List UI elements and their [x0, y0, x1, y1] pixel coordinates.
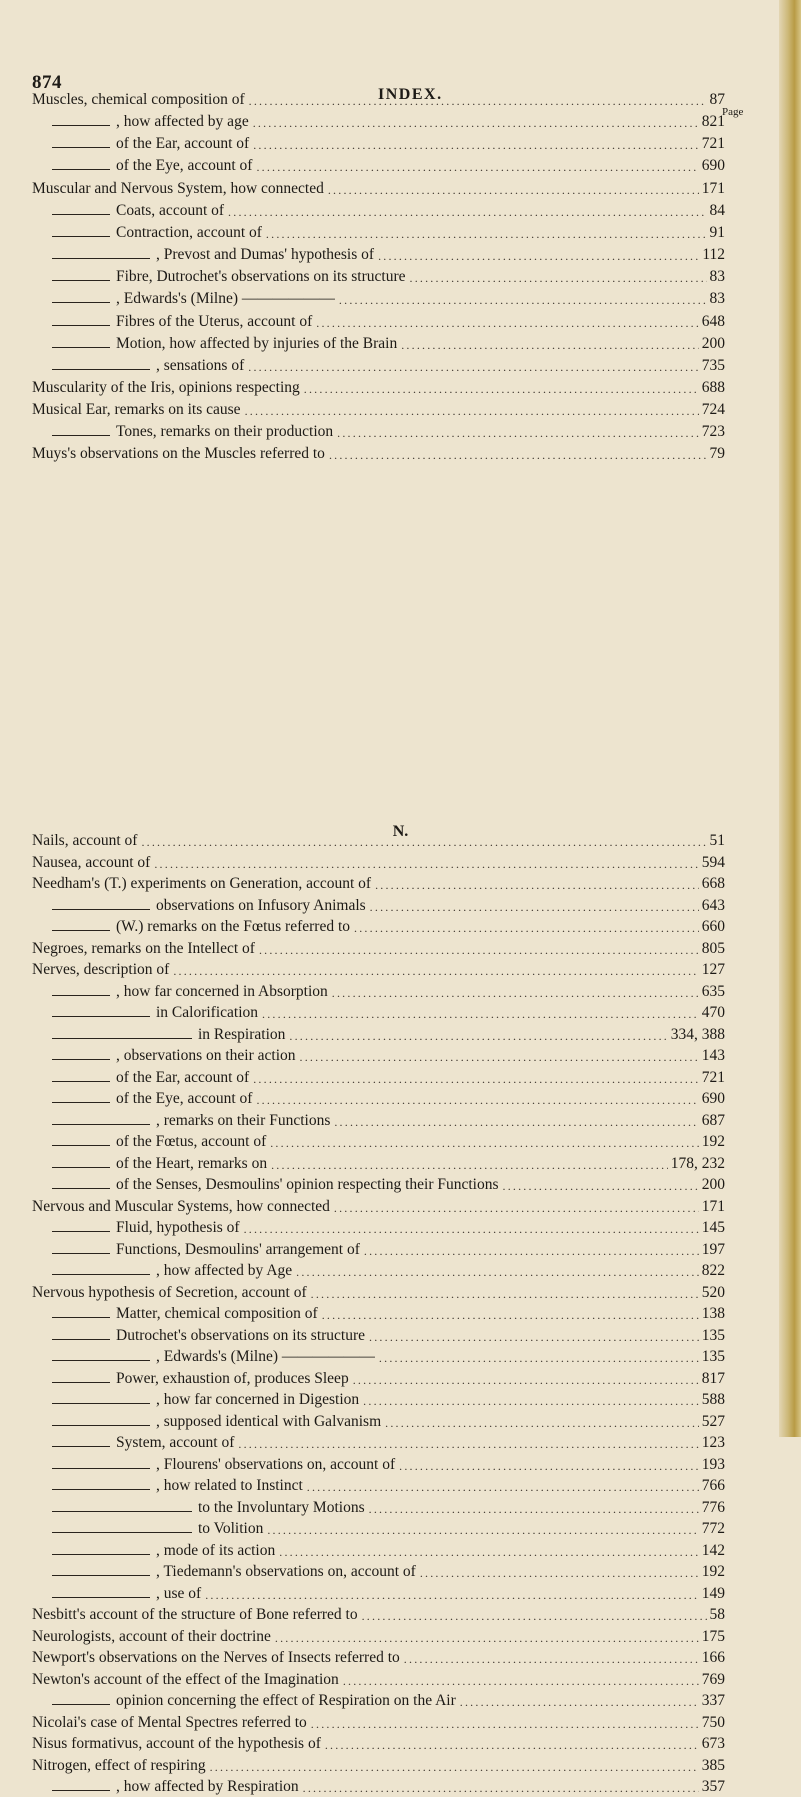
ditto-rule [52, 280, 110, 281]
leader-dots [262, 1005, 699, 1023]
entry-text: Matter, chemical composition of [116, 1305, 318, 1322]
ditto-rule [52, 1059, 110, 1060]
leader-dots [379, 1349, 699, 1367]
leader-dots [303, 1779, 699, 1797]
entry-page-number: 527 [701, 1412, 725, 1430]
entry-page-number: 721 [701, 1068, 725, 1086]
ditto-rule [52, 1511, 192, 1512]
index-entry [52, 223, 725, 243]
entry-page-number: 648 [701, 312, 725, 330]
entry-page-number: 673 [701, 1735, 725, 1752]
leader-dots [266, 225, 707, 243]
section-letter-n: N. [392, 823, 409, 840]
index-entry [32, 444, 725, 464]
index-entry [52, 1175, 725, 1195]
entry-page-number: 822 [701, 1262, 725, 1279]
entry-text: Contraction, account of [116, 223, 262, 241]
entry-text: to Volition [198, 1520, 264, 1537]
ditto-rule [52, 147, 110, 148]
entry-text: Newton's account of the effect of the Imagination [32, 1670, 339, 1688]
index-entry [52, 134, 725, 154]
page-number: 874 [32, 72, 62, 93]
ditto-rule [52, 1532, 192, 1533]
entry-text: Needham's (T.) experiments on Generation, account of [32, 875, 372, 892]
entry-page-number: 192 [701, 1563, 725, 1580]
entry-text: System, account of [116, 1434, 235, 1451]
index-entry [52, 1584, 725, 1604]
index-entry [32, 1605, 725, 1625]
leader-dots [420, 1564, 699, 1582]
entry-page-number: 337 [701, 1692, 725, 1709]
leader-dots [154, 855, 698, 873]
index-entry [32, 874, 725, 894]
index-entry [52, 422, 725, 442]
index-entry [52, 1089, 725, 1109]
index-entry [52, 1218, 725, 1238]
ditto-rule [52, 1274, 150, 1275]
leader-dots [238, 1435, 698, 1453]
entry-page-number: 723 [701, 423, 725, 441]
entry-text: , how affected by age [116, 113, 249, 131]
index-entry [32, 939, 725, 959]
entry-text: Dutrochet's observations on its structure [116, 1326, 366, 1344]
entry-page-number: 91 [709, 223, 725, 241]
leader-dots [364, 1242, 699, 1260]
entry-text: , Edwards's (Milne) —————— [156, 1348, 375, 1365]
index-entry [32, 400, 725, 420]
leader-dots [460, 1693, 699, 1711]
leader-dots [296, 1263, 699, 1281]
entry-text: Tones, remarks on their production [116, 423, 334, 441]
ditto-rule [52, 214, 110, 215]
leader-dots [253, 114, 699, 132]
running-head: INDEX. [378, 86, 443, 103]
ditto-rule [52, 1425, 150, 1426]
leader-dots [275, 1629, 699, 1647]
index-entry [52, 982, 725, 1002]
entry-page-number: 123 [701, 1434, 725, 1451]
leader-dots [311, 1715, 699, 1733]
leader-dots [401, 336, 699, 354]
index-entry [52, 156, 725, 176]
entry-page-number: 171 [701, 179, 725, 197]
ditto-rule [52, 1468, 150, 1469]
entry-text: Neurologists, account of their doctrine [32, 1627, 271, 1645]
entry-text: Muys's observations on the Muscles referred to [32, 445, 325, 463]
entry-page-number: 594 [701, 853, 725, 871]
entry-page-number: 127 [701, 961, 725, 978]
index-entry [52, 1154, 725, 1174]
entry-text: , observations on their action [116, 1047, 296, 1064]
leader-dots [256, 1091, 698, 1109]
index-entry [52, 1326, 725, 1346]
leader-dots [173, 962, 698, 980]
entry-page-number: 588 [701, 1391, 725, 1408]
ditto-rule [52, 169, 110, 170]
entry-text: Fibre, Dutrochet's observations on its structure [116, 268, 406, 286]
entry-text: observations on Infusory Animals [156, 896, 366, 914]
entry-page-number: 145 [701, 1219, 725, 1236]
entry-text: Coats, account of [116, 201, 225, 219]
entry-text: in Calorification [156, 1004, 259, 1021]
entry-page-number: 817 [701, 1369, 725, 1387]
entry-page-number: 635 [701, 982, 725, 1000]
index-entry [32, 853, 725, 873]
entry-text: of the Heart, remarks on [116, 1154, 268, 1172]
index-entry [52, 267, 725, 287]
entry-text: , Prevost and Dumas' hypothesis of [156, 246, 375, 264]
entry-page-number: 690 [701, 1090, 725, 1107]
index-entry [52, 112, 725, 132]
leader-dots [378, 247, 699, 265]
index-entry [32, 1713, 725, 1733]
entry-page-number: 724 [701, 401, 725, 419]
entry-page-number: 112 [702, 246, 725, 264]
entry-text: of the Eye, account of [116, 1090, 253, 1107]
index-entry [52, 1046, 725, 1066]
entry-page-number: 520 [701, 1283, 725, 1301]
ditto-rule [52, 909, 150, 910]
entry-page-number: 805 [701, 939, 725, 957]
index-entry [52, 1068, 725, 1088]
index-entry [32, 1648, 725, 1668]
entry-text: , supposed identical with Galvanism [156, 1412, 382, 1430]
leader-dots [245, 402, 699, 420]
index-entry [32, 1627, 725, 1647]
leader-dots [228, 203, 706, 221]
index-entry [52, 1261, 725, 1281]
entry-page-number: 143 [701, 1047, 725, 1064]
entry-page-number: 175 [701, 1627, 725, 1645]
entry-page-number: 668 [701, 875, 725, 892]
index-entry [52, 1476, 725, 1496]
ditto-rule [52, 1360, 150, 1361]
index-entry [52, 1369, 725, 1389]
leader-dots [385, 1414, 699, 1432]
leader-dots [339, 291, 707, 309]
index-entry [32, 179, 725, 199]
entry-text: Nervous and Muscular Systems, how connected [32, 1197, 330, 1215]
entry-page-number: 821 [701, 113, 725, 131]
entry-page-number: 149 [701, 1584, 725, 1602]
ditto-rule [52, 1016, 150, 1017]
leader-dots [253, 136, 699, 154]
leader-dots [362, 1607, 707, 1625]
entry-text: to the Involuntary Motions [198, 1498, 365, 1516]
entry-page-number: 138 [701, 1305, 725, 1322]
leader-dots [354, 919, 699, 937]
ditto-rule [52, 1253, 110, 1254]
index-entry [52, 201, 725, 221]
index-entry [52, 312, 725, 332]
index-entry [52, 1132, 725, 1152]
ditto-rule [52, 347, 110, 348]
entry-page-number: 84 [709, 201, 725, 219]
entry-text: , Tiedemann's observations on, account of [156, 1563, 416, 1580]
entry-text: Nervous hypothesis of Secretion, account of [32, 1283, 307, 1301]
ditto-rule [52, 1081, 110, 1082]
leader-dots [259, 941, 699, 959]
entry-text: Nerves, description of [32, 961, 170, 978]
index-entry [52, 1025, 725, 1045]
entry-text: Musical Ear, remarks on its cause [32, 401, 241, 419]
entry-text: Muscles, chemical composition of [32, 91, 245, 108]
entry-page-number: 470 [701, 1004, 725, 1021]
entry-page-number: 776 [701, 1498, 725, 1516]
ditto-rule [52, 1554, 150, 1555]
entry-page-number: 690 [701, 157, 725, 175]
leader-dots [279, 1543, 699, 1561]
entry-text: Functions, Desmoulins' arrangement of [116, 1240, 360, 1258]
index-entry [52, 1433, 725, 1453]
entry-text: (W.) remarks on the Fœtus referred to [116, 918, 351, 935]
ditto-rule [52, 1339, 110, 1340]
leader-dots [253, 1070, 699, 1088]
leader-dots [410, 269, 707, 287]
leader-dots [375, 876, 699, 894]
leader-dots [404, 1650, 699, 1668]
index-entry [52, 1691, 725, 1711]
entry-text: , use of [156, 1584, 202, 1602]
leader-dots [256, 158, 698, 176]
entry-text: of the Fœtus, account of [116, 1133, 267, 1150]
index-entry [32, 1197, 725, 1217]
ditto-rule [52, 325, 110, 326]
ditto-rule [52, 930, 110, 931]
index-entry [52, 1111, 725, 1131]
entry-page-number: 58 [709, 1606, 725, 1623]
entry-page-number: 735 [701, 356, 725, 374]
index-entry [52, 896, 725, 916]
index-entry [52, 1541, 725, 1561]
entry-text: Nausea, account of [32, 853, 151, 871]
index-entry [32, 1283, 725, 1303]
entry-page-number: 687 [701, 1111, 725, 1129]
entry-text: , Edwards's (Milne) —————— [116, 290, 335, 308]
leader-dots [334, 1113, 698, 1131]
index-entry [52, 1240, 725, 1260]
entry-page-number: 135 [701, 1348, 725, 1365]
ditto-rule [52, 1317, 110, 1318]
entry-page-number: 688 [701, 378, 725, 396]
entry-page-number: 772 [701, 1520, 725, 1537]
leader-dots [353, 1371, 699, 1389]
index-entry [52, 1519, 725, 1539]
leader-dots [316, 314, 698, 332]
entry-page-number: 357 [701, 1778, 725, 1795]
index-entry [52, 1390, 725, 1410]
index-entry [32, 831, 725, 851]
index-entry [52, 334, 725, 354]
entry-text: in Respiration [198, 1025, 286, 1043]
ditto-rule [52, 1446, 110, 1447]
entry-text: Fluid, hypothesis of [116, 1219, 240, 1236]
entry-page-number: 385 [701, 1756, 725, 1774]
leader-dots [369, 1328, 699, 1346]
entry-text: Nesbitt's account of the structure of Bone referred to [32, 1606, 358, 1623]
leader-dots [369, 1500, 699, 1518]
index-entry [32, 90, 725, 110]
index-entry [32, 1670, 725, 1690]
index-entry [52, 917, 725, 937]
entry-page-number: 192 [701, 1133, 725, 1150]
leader-dots [322, 1306, 699, 1324]
entry-page-number: 200 [701, 1176, 725, 1193]
leader-dots [363, 1392, 699, 1410]
leader-dots [210, 1758, 699, 1776]
index-entry [32, 1756, 725, 1776]
leader-dots [370, 898, 699, 916]
leader-dots [399, 1457, 699, 1475]
entry-page-number: 79 [709, 445, 725, 463]
ditto-rule [52, 1382, 110, 1383]
entry-text: , how related to Instinct [156, 1477, 303, 1494]
entry-text: Nails, account of [32, 832, 138, 849]
ditto-rule [52, 1102, 110, 1103]
entry-text: Muscular and Nervous System, how connected [32, 179, 324, 197]
entry-text: , how affected by Age [156, 1262, 293, 1279]
entry-text: of the Eye, account of [116, 157, 253, 175]
entry-text: , sensations of [156, 356, 245, 374]
index-entry [52, 1347, 725, 1367]
ditto-rule [52, 1704, 110, 1705]
entry-page-number: 197 [701, 1240, 725, 1258]
entry-page-number: 171 [701, 1197, 725, 1215]
entry-text: , Flourens' observations on, account of [156, 1455, 396, 1473]
leader-dots [307, 1478, 699, 1496]
index-entry [52, 1003, 725, 1023]
leader-dots [270, 1134, 699, 1152]
index-entry [52, 1304, 725, 1324]
entry-page-number: 766 [701, 1477, 725, 1494]
entry-text: Muscularity of the Iris, opinions respecting [32, 378, 300, 396]
entry-text: Nicolai's case of Mental Spectres referred to [32, 1713, 307, 1731]
ditto-rule [52, 995, 110, 996]
leader-dots [248, 358, 698, 376]
entry-text: Nisus formativus, account of the hypothesis of [32, 1735, 321, 1752]
entry-text: Power, exhaustion of, produces Sleep [116, 1369, 349, 1387]
entry-page-number: 200 [701, 334, 725, 352]
ditto-rule [52, 1038, 192, 1039]
ditto-rule [52, 302, 110, 303]
ditto-rule [52, 125, 110, 126]
leader-dots [289, 1027, 667, 1045]
leader-dots [267, 1521, 698, 1539]
index-entry [52, 356, 725, 376]
entry-text: of the Senses, Desmoulins' opinion respecting their Functions [116, 1176, 499, 1193]
entry-text: of the Ear, account of [116, 135, 250, 153]
index-entry [52, 1498, 725, 1518]
index-entry [52, 245, 725, 265]
leader-dots [244, 1220, 699, 1238]
index-entry [52, 1562, 725, 1582]
entry-page-number: 750 [701, 1713, 725, 1731]
ditto-rule [52, 369, 150, 370]
ditto-rule [52, 1188, 110, 1189]
entry-text: Negroes, remarks on the Intellect of [32, 939, 255, 957]
entry-page-number: 142 [701, 1541, 725, 1559]
entry-page-number: 83 [709, 268, 725, 286]
entry-text: opinion concerning the effect of Respiration on the Air [116, 1692, 456, 1709]
ditto-rule [52, 1167, 110, 1168]
entry-page-number: 643 [701, 896, 725, 914]
leader-dots [249, 92, 707, 110]
ditto-rule [52, 1597, 150, 1598]
entry-text: Newport's observations on the Nerves of Insects referred to [32, 1649, 400, 1666]
entry-text: Motion, how affected by injuries of the Brain [116, 334, 398, 352]
leader-dots [304, 380, 699, 398]
ditto-rule [52, 1124, 150, 1125]
entry-text: , mode of its action [156, 1541, 276, 1559]
entry-page-number: 193 [701, 1455, 725, 1473]
leader-dots [311, 1285, 699, 1303]
entry-text: , remarks on their Functions [156, 1111, 331, 1129]
entry-text: , how far concerned in Digestion [156, 1391, 360, 1408]
index-entry [32, 378, 725, 398]
ditto-rule [52, 1575, 150, 1576]
leader-dots [329, 446, 707, 464]
entry-text: Nitrogen, effect of respiring [32, 1756, 206, 1774]
entry-page-number: 660 [701, 918, 725, 935]
leader-dots [300, 1048, 699, 1066]
index-entry [32, 960, 725, 980]
index-entry [52, 1777, 725, 1797]
leader-dots [503, 1177, 699, 1195]
leader-dots [141, 833, 706, 851]
ditto-rule [52, 258, 150, 259]
leader-dots [332, 984, 699, 1002]
leader-dots [334, 1199, 699, 1217]
entry-page-number: 769 [701, 1670, 725, 1688]
entry-page-number: 51 [709, 832, 725, 849]
entry-page-number: 721 [701, 135, 725, 153]
entry-page-number: 334, 388 [670, 1025, 725, 1043]
entry-page-number: 135 [701, 1326, 725, 1344]
ditto-rule [52, 236, 110, 237]
index-entry [32, 1734, 725, 1754]
entry-text: of the Ear, account of [116, 1068, 250, 1086]
entry-text: Fibres of the Uterus, account of [116, 312, 313, 330]
ditto-rule [52, 1403, 150, 1404]
ditto-rule [52, 1489, 150, 1490]
leader-dots [205, 1586, 699, 1604]
index-entry [52, 1455, 725, 1475]
entry-text: , how affected by Respiration [116, 1778, 299, 1795]
leader-dots [328, 181, 699, 199]
leader-dots [343, 1672, 699, 1690]
ditto-rule [52, 435, 110, 436]
entry-page-number: 87 [709, 91, 725, 108]
index-entry [52, 289, 725, 309]
ditto-rule [52, 1145, 110, 1146]
entry-page-number: 83 [709, 290, 725, 308]
entry-page-number: 178, 232 [670, 1154, 725, 1172]
index-entry [52, 1412, 725, 1432]
page-edge [779, 0, 801, 1437]
entry-page-number: 166 [701, 1649, 725, 1666]
leader-dots [271, 1156, 668, 1174]
leader-dots [337, 424, 699, 442]
ditto-rule [52, 1231, 110, 1232]
leader-dots [325, 1736, 699, 1754]
ditto-rule [52, 1790, 110, 1791]
page-column-label: Page [722, 106, 744, 118]
entry-text: , how far concerned in Absorption [116, 982, 328, 1000]
